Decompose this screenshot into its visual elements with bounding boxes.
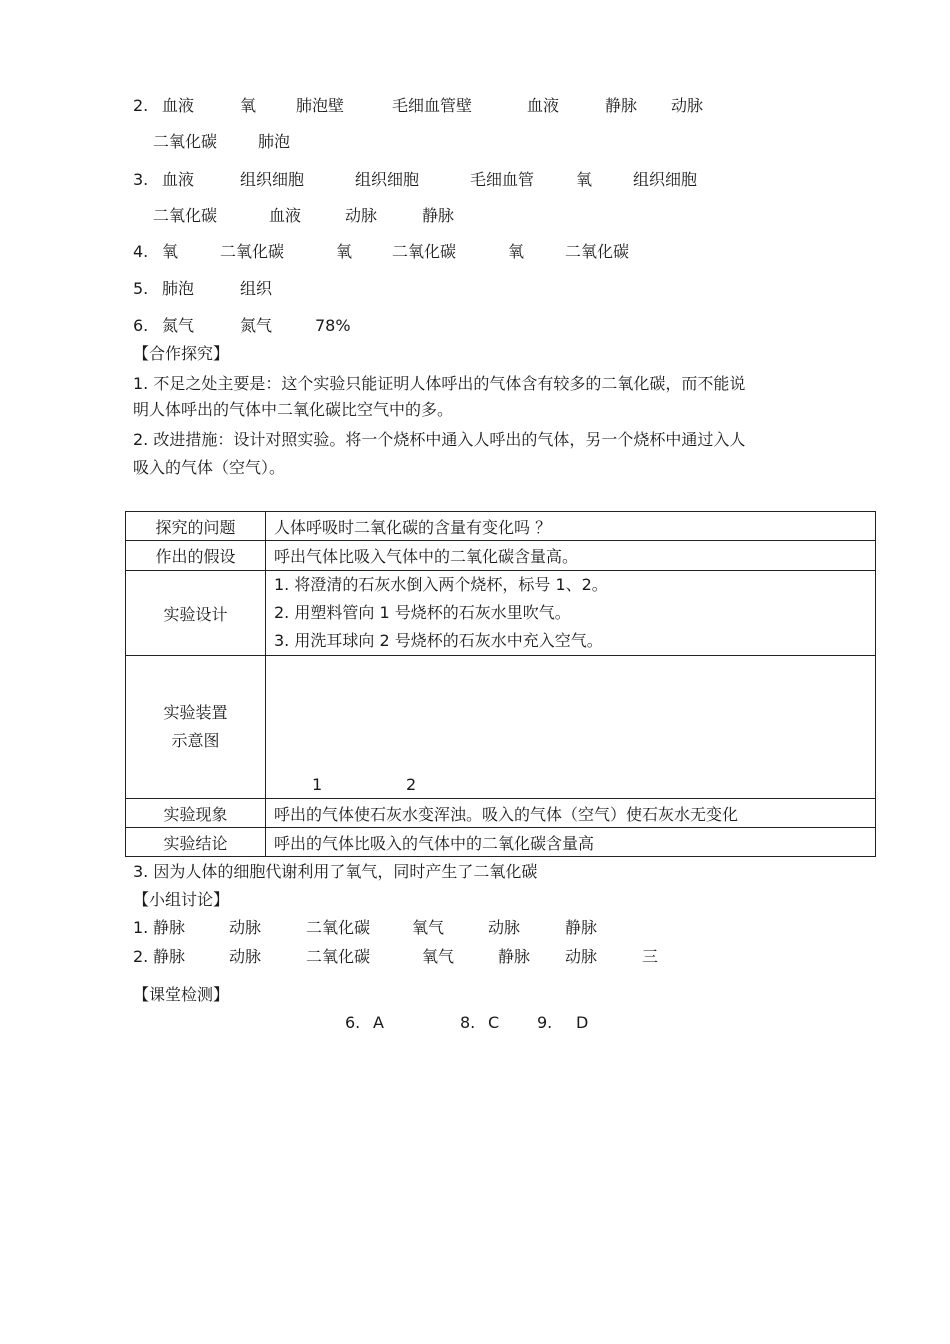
q3-answer-4: 毛细血管 <box>470 170 535 189</box>
group-line1-answer-1: 静脉 <box>153 918 186 937</box>
coop-heading: 【合作探究】 <box>133 344 230 363</box>
apparatus-label-line2: 示意图 <box>171 731 220 750</box>
q4-answer-6: 二氧化碳 <box>565 242 630 261</box>
q3-answer-8: 血液 <box>269 206 302 225</box>
q4-answer-2: 二氧化碳 <box>220 242 285 261</box>
table-row <box>126 541 876 571</box>
coop-answer-3: 3. 因为人体的细胞代谢利用了氧气，同时产生了二氧化碳 <box>133 862 538 881</box>
group-line1-answer-6: 静脉 <box>565 918 598 937</box>
q5-answer-1: 肺泡 <box>162 279 195 298</box>
group-line1-number: 1. <box>133 918 149 937</box>
group-line1-answer-5: 动脉 <box>488 918 521 937</box>
q2-answer-8: 二氧化碳 <box>153 132 218 151</box>
group-line1-answer-4: 氧气 <box>412 918 445 937</box>
group-line2-answer-2: 动脉 <box>229 947 262 966</box>
q2-answer-4: 毛细血管壁 <box>392 96 473 115</box>
row-label-phenomenon: 实验现象 <box>126 799 266 828</box>
table-row <box>126 656 876 799</box>
q4-answer-3: 氧 <box>336 242 353 261</box>
q6-number: 6. <box>133 316 149 335</box>
row-label-apparatus <box>126 656 266 799</box>
group-heading: 【小组讨论】 <box>133 890 230 909</box>
row-label-design: 实验设计 <box>126 571 266 656</box>
q3-answer-2: 组织细胞 <box>240 170 305 189</box>
q4-answer-4: 二氧化碳 <box>392 242 457 261</box>
group-line1-answer-2: 动脉 <box>229 918 262 937</box>
q5-answer-2: 组织 <box>240 279 273 298</box>
q3-answer-10: 静脉 <box>422 206 455 225</box>
design-step-1: 1. 将澄清的石灰水倒入两个烧杯，标号 1、2。 <box>274 575 608 594</box>
table-row <box>126 799 876 828</box>
group-line2-answer-3: 二氧化碳 <box>306 947 371 966</box>
group-line2-answer-4: 氧气 <box>422 947 455 966</box>
q3-answer-1: 血液 <box>162 170 195 189</box>
q2-answer-7: 动脉 <box>671 96 704 115</box>
apparatus-diagram-area <box>266 657 875 798</box>
row-label-conclusion: 实验结论 <box>126 828 266 857</box>
check-q6-number: 6. <box>345 1013 361 1032</box>
row-value-design <box>266 571 876 656</box>
row-value-phenomenon: 呼出的气体使石灰水变浑浊。吸入的气体（空气）使石灰水无变化 <box>266 799 876 828</box>
q2-number: 2. <box>133 96 149 115</box>
check-q8-answer: C <box>488 1013 500 1032</box>
check-heading: 【课堂检测】 <box>133 985 230 1004</box>
q3-number: 3. <box>133 170 149 189</box>
group-line1-answer-3: 二氧化碳 <box>306 918 371 937</box>
q4-answer-5: 氧 <box>508 242 525 261</box>
group-line2-answer-6: 动脉 <box>565 947 598 966</box>
check-q8-number: 8. <box>460 1013 476 1032</box>
check-q9-number: 9. <box>537 1013 553 1032</box>
table-row <box>126 828 876 857</box>
q3-answer-3: 组织细胞 <box>355 170 420 189</box>
table-row <box>126 571 876 656</box>
coop-paragraph-1b: 明人体呼出的气体中二氧化碳比空气中的多。 <box>133 400 454 419</box>
row-label-hypothesis: 作出的假设 <box>126 541 266 571</box>
design-step-2: 2. 用塑料管向 1 号烧杯的石灰水里吹气。 <box>274 603 571 622</box>
experiment-table <box>125 511 876 857</box>
q4-answer-1: 氧 <box>162 242 179 261</box>
q3-answer-9: 动脉 <box>345 206 378 225</box>
q2-answer-6: 静脉 <box>605 96 638 115</box>
q2-answer-1: 血液 <box>162 96 195 115</box>
q5-number: 5. <box>133 279 149 298</box>
coop-paragraph-2b: 吸入的气体（空气）。 <box>133 458 286 477</box>
row-value-conclusion: 呼出的气体比吸入的气体中的二氧化碳含量高 <box>266 828 876 857</box>
beaker-2-label: 2 <box>406 774 417 794</box>
apparatus-label-line1: 实验装置 <box>163 703 228 722</box>
row-label-question: 探究的问题 <box>126 512 266 541</box>
q6-answer-1: 氮气 <box>162 316 195 335</box>
q6-answer-3: 78% <box>315 316 351 335</box>
q2-answer-5: 血液 <box>527 96 560 115</box>
row-value-hypothesis: 呼出气体比吸入气体中的二氧化碳含量高。 <box>266 541 876 571</box>
coop-paragraph-1a: 1. 不足之处主要是：这个实验只能证明人体呼出的气体含有较多的二氧化碳，而不能说 <box>133 374 746 393</box>
group-line2-number: 2. <box>133 947 149 966</box>
row-value-apparatus <box>266 656 876 799</box>
row-value-question: 人体呼吸时二氧化碳的含量有变化吗 ？ <box>266 512 876 541</box>
q2-answer-2: 氧 <box>240 96 257 115</box>
group-line2-answer-5: 静脉 <box>498 947 531 966</box>
q6-answer-2: 氮气 <box>240 316 273 335</box>
check-q9-answer: D <box>576 1013 589 1032</box>
design-step-3: 3. 用洗耳球向 2 号烧杯的石灰水中充入空气。 <box>274 631 603 650</box>
table-row <box>126 512 876 541</box>
coop-paragraph-2a: 2. 改进措施：设计对照实验。将一个烧杯中通入人呼出的气体，另一个烧杯中通过入人 <box>133 430 746 449</box>
q3-answer-5: 氧 <box>576 170 593 189</box>
q2-answer-9: 肺泡 <box>258 132 291 151</box>
group-line2-answer-1: 静脉 <box>153 947 186 966</box>
q3-answer-6: 组织细胞 <box>633 170 698 189</box>
q2-answer-3: 肺泡壁 <box>296 96 345 115</box>
check-q6-answer: A <box>373 1013 384 1032</box>
q4-number: 4. <box>133 242 149 261</box>
beaker-1-label: 1 <box>312 774 323 794</box>
group-line2-answer-7: 三 <box>642 947 659 966</box>
q3-answer-7: 二氧化碳 <box>153 206 218 225</box>
